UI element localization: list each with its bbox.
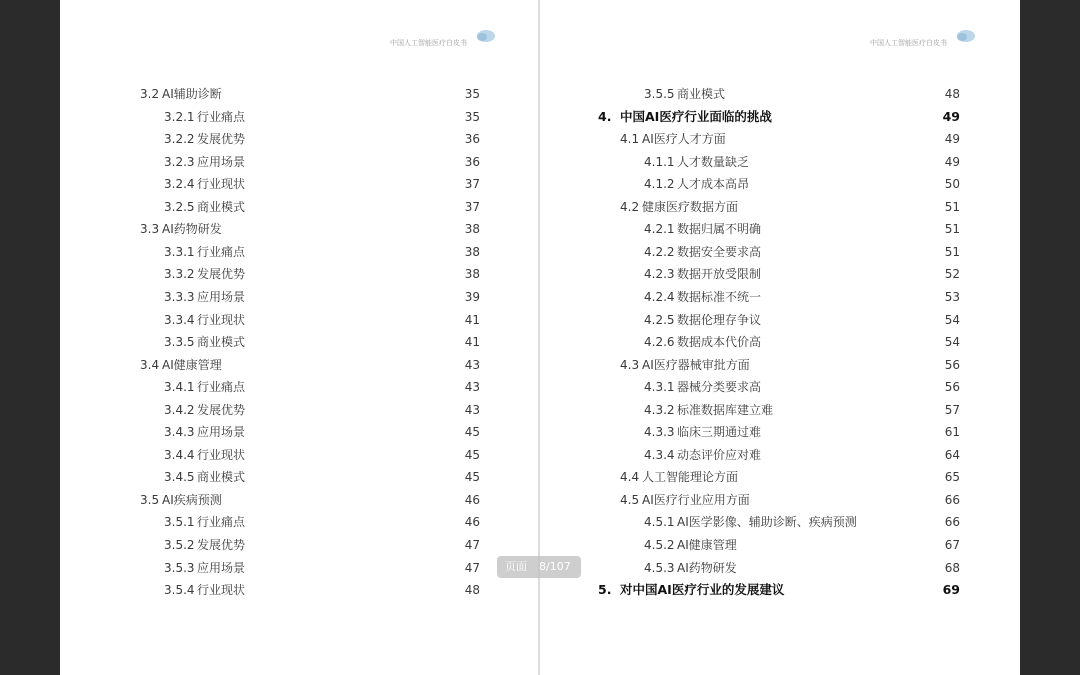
toc-entry-page: 52 [944, 267, 960, 282]
toc-entry-number: 3.3.1 [164, 244, 195, 259]
toc-entry-page: 54 [944, 335, 960, 350]
toc-entry[interactable] [164, 287, 480, 307]
toc-entry[interactable] [620, 197, 960, 217]
toc-entry-number: 3.2.2 [164, 132, 195, 147]
toc-entry-page: 43 [464, 357, 480, 372]
toc-entry-number: 4.2.3 [644, 267, 675, 282]
toc-entry-title: 应用场景 [197, 425, 246, 440]
page-indicator [497, 556, 581, 578]
toc-entry-page: 49 [942, 108, 960, 124]
toc-entry-number: 3.3.5 [164, 335, 195, 350]
toc-entry[interactable] [644, 287, 960, 307]
toc-entry-title: 中国AI医疗行业面临的挑战 [620, 108, 772, 124]
toc-entry-number: 4.2.5 [644, 312, 675, 327]
toc-entry[interactable] [644, 400, 960, 420]
toc-entry-number: 4.3.2 [644, 402, 675, 417]
toc-entry-page: 68 [944, 560, 960, 575]
toc-entry-page: 39 [464, 289, 480, 304]
toc-entry-page: 45 [464, 447, 480, 462]
toc-entry[interactable] [164, 242, 480, 262]
toc-entry[interactable] [164, 152, 480, 172]
toc-entry-page: 35 [464, 87, 480, 101]
toc-entry-number: 4.5.1 [644, 515, 675, 530]
toc-entry-number: 3.3 [140, 222, 160, 237]
toc-entry-page: 64 [944, 447, 960, 462]
toc-entry-number: 3.2.3 [164, 154, 195, 169]
cloud-logo-icon [954, 28, 976, 44]
toc-entry-title: 商业模式 [197, 470, 246, 485]
toc-entry-page: 56 [944, 380, 960, 395]
toc-entry-number: 3.2.1 [164, 109, 195, 124]
toc-entry-title: 应用场景 [197, 560, 246, 575]
toc-entry-number: 3.5.2 [164, 538, 195, 552]
toc-entry-title: 数据安全要求高 [677, 244, 762, 259]
toc-entry-page: 61 [944, 425, 960, 440]
toc-entry[interactable] [164, 264, 480, 284]
toc-entry-title: AI医疗器械审批方面 [642, 357, 750, 372]
toc-entry-number: 4.5.2 [644, 538, 675, 552]
toc-entry-title: 行业现状 [197, 583, 246, 598]
toc-entry-page: 36 [464, 132, 480, 147]
toc-entry-number: 4.2.4 [644, 289, 675, 304]
toc-entry[interactable] [620, 467, 960, 487]
toc-entry-page: 48 [944, 87, 960, 101]
toc-entry-title: 人才成本高昂 [677, 177, 750, 192]
toc-entry-title: 健康医疗数据方面 [642, 199, 739, 214]
toc-entry-title: AI健康管理 [677, 538, 737, 552]
toc-entry-page: 43 [464, 380, 480, 395]
toc-entry-number: 3.2.5 [164, 199, 195, 214]
document-page-left [60, 0, 538, 675]
toc-entry[interactable] [164, 512, 480, 532]
toc-entry-page: 53 [944, 289, 960, 304]
toc-entry-number: 4.2.2 [644, 244, 675, 259]
toc-entry-number: 3.3.3 [164, 289, 195, 304]
toc-entry[interactable] [620, 129, 960, 149]
toc-entry-title: 行业现状 [197, 312, 246, 327]
page-indicator-value: 8/107 [539, 560, 571, 573]
toc-entry-page: 47 [464, 538, 480, 552]
toc-entry-title: 发展优势 [197, 267, 246, 282]
toc-entry[interactable] [644, 377, 960, 397]
toc-entry-number: 4.1.1 [644, 154, 675, 169]
toc-entry-page: 38 [464, 267, 480, 282]
toc-entry-title: 发展优势 [197, 132, 246, 147]
toc-entry-page: 38 [464, 222, 480, 237]
toc-entry-page: 45 [464, 425, 480, 440]
toc-entry-title: 行业痛点 [197, 515, 246, 530]
page-header-text: 中国人工智能医疗白皮书 [870, 39, 947, 47]
toc-entry-title: AI药物研发 [677, 560, 737, 575]
toc-entry[interactable] [164, 129, 480, 149]
toc-entry-title: 应用场景 [197, 289, 246, 304]
toc-entry-title: 标准数据库建立难 [677, 402, 774, 417]
toc-entry-page: 47 [464, 560, 480, 575]
toc-entry[interactable] [164, 445, 480, 465]
toc-entry[interactable] [644, 219, 960, 239]
toc-entry-page: 37 [464, 177, 480, 192]
toc-entry[interactable] [164, 310, 480, 330]
toc-entry[interactable] [644, 264, 960, 284]
toc-entry-number: 3.3.2 [164, 267, 195, 282]
toc-entry[interactable] [644, 242, 960, 262]
toc-entry-page: 54 [944, 312, 960, 327]
toc-entry-title: AI医疗行业应用方面 [642, 492, 750, 507]
toc-entry-title: AI药物研发 [162, 222, 222, 237]
toc-entry-title: 行业痛点 [197, 109, 246, 124]
toc-entry[interactable] [140, 490, 480, 510]
toc-entry-number: 3.5.1 [164, 515, 195, 530]
toc-entry[interactable] [644, 535, 960, 555]
toc-entry-title: 发展优势 [197, 538, 246, 552]
toc-entry-number: 5. [598, 582, 612, 598]
toc-entry[interactable] [644, 332, 960, 352]
page-header-text: 中国人工智能医疗白皮书 [390, 39, 467, 47]
toc-entry[interactable] [164, 558, 480, 578]
toc-entry[interactable] [644, 152, 960, 172]
toc-entry-page: 57 [944, 402, 960, 417]
toc-entry-page: 51 [944, 222, 960, 237]
toc-entry-number: 4.4 [620, 470, 640, 485]
toc-entry-page: 51 [944, 244, 960, 259]
toc-entry-title: 器械分类要求高 [677, 380, 762, 395]
toc-entry-page: 45 [464, 470, 480, 485]
toc-entry-title: 商业模式 [197, 199, 246, 214]
toc-entry-page: 51 [944, 199, 960, 214]
toc-entry-page: 49 [944, 132, 960, 147]
toc-entry-number: 3.2 [140, 87, 160, 101]
toc-entry[interactable] [164, 467, 480, 487]
toc-entry-title: 应用场景 [197, 154, 246, 169]
toc-entry[interactable] [644, 512, 960, 532]
toc-entry[interactable] [644, 310, 960, 330]
toc-entry[interactable] [598, 580, 960, 600]
toc-entry[interactable] [164, 422, 480, 442]
toc-entry[interactable] [644, 445, 960, 465]
toc-entry[interactable] [140, 84, 480, 104]
toc-entry-number: 4.2.1 [644, 222, 675, 237]
toc-entry-number: 4.3.3 [644, 425, 675, 440]
toc-entry[interactable] [164, 332, 480, 352]
toc-entry-title: 行业现状 [197, 447, 246, 462]
toc-entry-title: 行业痛点 [197, 244, 246, 259]
toc-entry-page: 41 [464, 312, 480, 327]
toc-entry-number: 3.5 [140, 492, 160, 507]
toc-entry-title: 数据开放受限制 [677, 267, 762, 282]
toc-entry[interactable] [140, 219, 480, 239]
toc-entry-page: 50 [944, 177, 960, 192]
toc-entry-page: 49 [944, 154, 960, 169]
toc-entry-title: AI医疗人才方面 [642, 132, 726, 147]
document-page-right [540, 0, 1020, 675]
toc-entry[interactable] [164, 107, 480, 127]
toc-entry-page: 66 [944, 515, 960, 530]
toc-entry-number: 4.2 [620, 199, 640, 214]
toc-entry-number: 3.5.4 [164, 583, 195, 598]
toc-entry-number: 4.3 [620, 357, 640, 372]
toc-entry[interactable] [620, 490, 960, 510]
toc-entry-number: 3.4 [140, 357, 160, 372]
toc-entry-page: 35 [464, 109, 480, 124]
toc-entry[interactable] [598, 107, 960, 127]
toc-entry-title: 数据成本代价高 [677, 335, 762, 350]
toc-entry-title: 数据伦理存争议 [677, 312, 762, 327]
toc-entry[interactable] [164, 377, 480, 397]
toc-entry-page: 43 [464, 402, 480, 417]
toc-entry[interactable] [164, 197, 480, 217]
toc-entry[interactable] [644, 422, 960, 442]
toc-entry[interactable] [164, 580, 480, 600]
toc-entry-number: 4.2.6 [644, 335, 675, 350]
toc-entry-number: 4. [598, 108, 612, 124]
toc-entry-title: 发展优势 [197, 402, 246, 417]
toc-entry[interactable] [620, 355, 960, 375]
page-indicator-label: 页面 [505, 560, 527, 573]
toc-entry[interactable] [164, 400, 480, 420]
toc-entry-page: 69 [942, 582, 960, 598]
toc-entry-page: 38 [464, 244, 480, 259]
toc-entry-title: 商业模式 [197, 335, 246, 350]
toc-entry-page: 66 [944, 492, 960, 507]
toc-entry-page: 41 [464, 335, 480, 350]
toc-entry-title: AI医学影像、辅助诊断、疾病预测 [677, 515, 857, 530]
toc-entry-title: 数据标准不统一 [677, 289, 762, 304]
toc-entry[interactable] [644, 84, 960, 104]
cloud-logo-icon [474, 28, 496, 44]
toc-entry-title: 行业痛点 [197, 380, 246, 395]
toc-entry[interactable] [164, 174, 480, 194]
toc-entry-number: 4.3.1 [644, 380, 675, 395]
toc-entry-number: 3.4.3 [164, 425, 195, 440]
toc-entry-number: 4.5.3 [644, 560, 675, 575]
toc-entry-title: AI辅助诊断 [162, 87, 222, 101]
toc-entry-number: 3.4.4 [164, 447, 195, 462]
toc-entry-number: 3.4.1 [164, 380, 195, 395]
toc-entry[interactable] [644, 174, 960, 194]
toc-entry-title: 数据归属不明确 [677, 222, 762, 237]
toc-entry-title: AI疾病预测 [162, 492, 222, 507]
toc-entry-title: 行业现状 [197, 177, 246, 192]
toc-entry-page: 65 [944, 470, 960, 485]
toc-entry[interactable] [164, 535, 480, 555]
toc-entry-number: 3.4.5 [164, 470, 195, 485]
toc-entry-title: 人工智能理论方面 [642, 470, 739, 485]
toc-entry-title: 商业模式 [677, 87, 726, 101]
toc-entry-number: 3.3.4 [164, 312, 195, 327]
toc-entry-title: 人才数量缺乏 [677, 154, 750, 169]
toc-entry-title: AI健康管理 [162, 357, 222, 372]
toc-entry-page: 46 [464, 492, 480, 507]
toc-entry-number: 3.4.2 [164, 402, 195, 417]
toc-entry-page: 37 [464, 199, 480, 214]
toc-entry-number: 4.1.2 [644, 177, 675, 192]
toc-entry-page: 56 [944, 357, 960, 372]
toc-entry-number: 3.2.4 [164, 177, 195, 192]
toc-entry-page: 48 [464, 583, 480, 598]
toc-entry-number: 4.5 [620, 492, 640, 507]
toc-entry-title: 临床三期通过难 [677, 425, 762, 440]
toc-entry-number: 4.3.4 [644, 447, 675, 462]
toc-entry[interactable] [140, 355, 480, 375]
toc-entry-title: 动态评价应对难 [677, 447, 762, 462]
toc-entry-page: 46 [464, 515, 480, 530]
toc-entry-page: 36 [464, 154, 480, 169]
toc-entry-title: 对中国AI医疗行业的发展建议 [620, 582, 785, 598]
toc-entry-number: 3.5.5 [644, 87, 675, 101]
toc-entry[interactable] [644, 558, 960, 578]
toc-entry-page: 67 [944, 538, 960, 552]
toc-entry-number: 3.5.3 [164, 560, 195, 575]
toc-entry-number: 4.1 [620, 132, 640, 147]
